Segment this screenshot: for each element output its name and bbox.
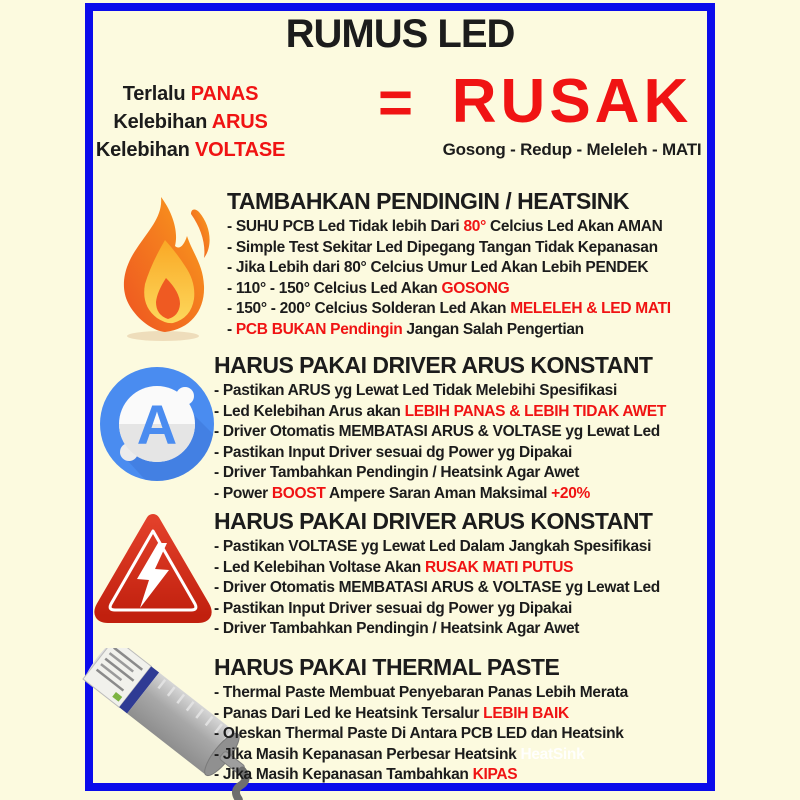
section-current-driver: [93, 352, 715, 508]
cause-line: [88, 136, 293, 164]
section-voltage-driver-text: [214, 508, 714, 640]
bullet-line: [214, 683, 714, 704]
bullet-line: [214, 484, 714, 505]
bullet-line: [214, 422, 714, 443]
bullet-line: [214, 745, 714, 766]
text-segment: Jangan Salah Pengertian: [402, 320, 584, 338]
text-segment: Kelebihan: [113, 111, 212, 133]
cause-line: [88, 80, 293, 108]
text-segment: LEBIH BAIK: [483, 704, 569, 722]
bullet-line: [227, 217, 727, 238]
text-segment: - Panas Dari Led ke Heatsink Tersalur: [214, 704, 484, 722]
bullet-line: [214, 619, 714, 640]
text-segment: - Led Kelebihan Arus akan: [214, 402, 405, 420]
text-segment: - Jika Masih Kepanasan Perbesar Heatsink: [214, 745, 521, 763]
equation-causes: [88, 80, 293, 164]
cause-line: [88, 108, 293, 136]
text-segment: PCB BUKAN Pendingin: [235, 320, 403, 338]
text-segment: - Simple Test Sekitar Led Dipegang Tangan Tidak Kepanasan: [227, 238, 658, 256]
text-segment: - Led Kelebihan Voltase Akan: [214, 558, 425, 576]
text-segment: - Pastikan VOLTASE yg Lewat Led Dalam Jangkah Spesifikasi: [214, 538, 652, 555]
bullet-line: [214, 443, 714, 464]
text-segment: Ampere Saran Aman Maksimal: [325, 484, 552, 502]
bullet-line: [214, 724, 714, 745]
text-segment: - Driver Tambahkan Pendingin / Heatsink Agar Awet: [214, 620, 580, 637]
bullet-list: [214, 683, 714, 786]
section-voltage-driver: [93, 508, 715, 654]
bullet-line: [214, 402, 714, 423]
bullet-line: [214, 537, 714, 558]
flame-icon: [111, 194, 215, 349]
text-segment: LEBIH PANAS & LEBIH TIDAK AWET: [404, 402, 666, 420]
text-segment: VOLTASE: [195, 139, 286, 161]
ampere-icon: [97, 364, 217, 489]
bullet-line: [214, 558, 714, 579]
text-segment: - SUHU PCB Led Tidak lebih Dari: [227, 218, 464, 235]
bullet-line: [227, 299, 727, 320]
equals-sign: =: [378, 69, 414, 136]
text-segment: - Driver Tambahkan Pendingin / Heatsink Agar Awet: [214, 464, 580, 481]
voltage-warning-icon: [89, 509, 217, 638]
text-segment: - 110° - 150° Celcius Led Akan: [227, 279, 442, 297]
text-segment: KIPAS: [472, 766, 518, 783]
section-heading: HARUS PAKAI DRIVER ARUS KONSTANT: [214, 352, 653, 378]
text-segment: Terlalu: [122, 83, 191, 105]
bullet-line: [214, 599, 714, 620]
svg-text:A: A: [136, 393, 178, 456]
text-segment: -: [227, 320, 236, 338]
section-heading: HARUS PAKAI DRIVER ARUS KONSTANT: [214, 508, 653, 534]
result-word: RUSAK: [451, 67, 693, 136]
equation-result: [426, 66, 718, 159]
section-heading: HARUS PAKAI THERMAL PASTE: [214, 654, 560, 680]
text-segment: Kelebihan: [95, 139, 196, 161]
section-current-driver-text: [214, 352, 714, 504]
text-segment: - Driver Otomatis MEMBATASI ARUS & VOLTASE yg Lewat Led: [214, 423, 660, 440]
text-segment: ARUS: [211, 111, 268, 133]
text-segment: PANAS: [190, 83, 259, 105]
bullet-line: [227, 238, 727, 259]
bullet-line: [227, 279, 727, 300]
bullet-line: [214, 704, 714, 725]
text-segment: HeatSink: [520, 745, 585, 763]
text-segment: - Thermal Paste Membuat Penyebaran Panas Lebih Merata: [214, 684, 628, 701]
bullet-line: [214, 463, 714, 484]
text-segment: - Jika Masih Kepanasan Tambahkan: [214, 766, 473, 783]
bullet-line: [214, 578, 714, 599]
text-segment: - Driver Otomatis MEMBATASI ARUS & VOLTASE yg Lewat Led: [214, 579, 660, 596]
text-segment: BOOST: [271, 484, 326, 502]
text-segment: Celcius Led Akan AMAN: [485, 218, 663, 235]
section-heatsink: [93, 188, 715, 352]
bullet-line: [227, 320, 727, 341]
bullet-line: [214, 381, 714, 402]
section-heatsink-text: [227, 188, 727, 340]
bullet-list: [214, 381, 714, 504]
page-title: RUMUS LED: [285, 12, 515, 56]
bullet-line: [214, 765, 714, 786]
text-segment: +20%: [551, 484, 591, 502]
text-segment: 80°: [463, 218, 486, 235]
section-thermal-paste-text: [214, 654, 714, 786]
text-segment: - Pastikan ARUS yg Lewat Led Tidak Melebihi Spesifikasi: [214, 382, 617, 399]
text-segment: - Power: [214, 484, 272, 502]
text-segment: GOSONG: [441, 279, 510, 297]
bullet-line: [227, 258, 727, 279]
text-segment: - 150° - 200° Celcius Solderan Led Akan: [227, 300, 511, 317]
text-segment: - Oleskan Thermal Paste Di Antara PCB LED dan Heatsink: [214, 725, 624, 742]
result-subtitle: Gosong - Redup - Meleleh - MATI: [442, 140, 702, 159]
bullet-list: [214, 537, 714, 640]
text-segment: - Jika Lebih dari 80° Celcius Umur Led Akan Lebih PENDEK: [227, 259, 649, 276]
text-segment: MELELEH & LED MATI: [510, 300, 671, 317]
text-segment: - Pastikan Input Driver sesuai dg Power yg Dipakai: [214, 443, 572, 461]
bullet-list: [227, 217, 727, 340]
text-segment: - Pastikan Input Driver sesuai dg Power yg Dipakai: [214, 599, 572, 617]
section-thermal-paste: [93, 654, 715, 800]
section-heading: TAMBAHKAN PENDINGIN / HEATSINK: [227, 188, 629, 214]
text-segment: RUSAK MATI PUTUS: [424, 558, 574, 576]
